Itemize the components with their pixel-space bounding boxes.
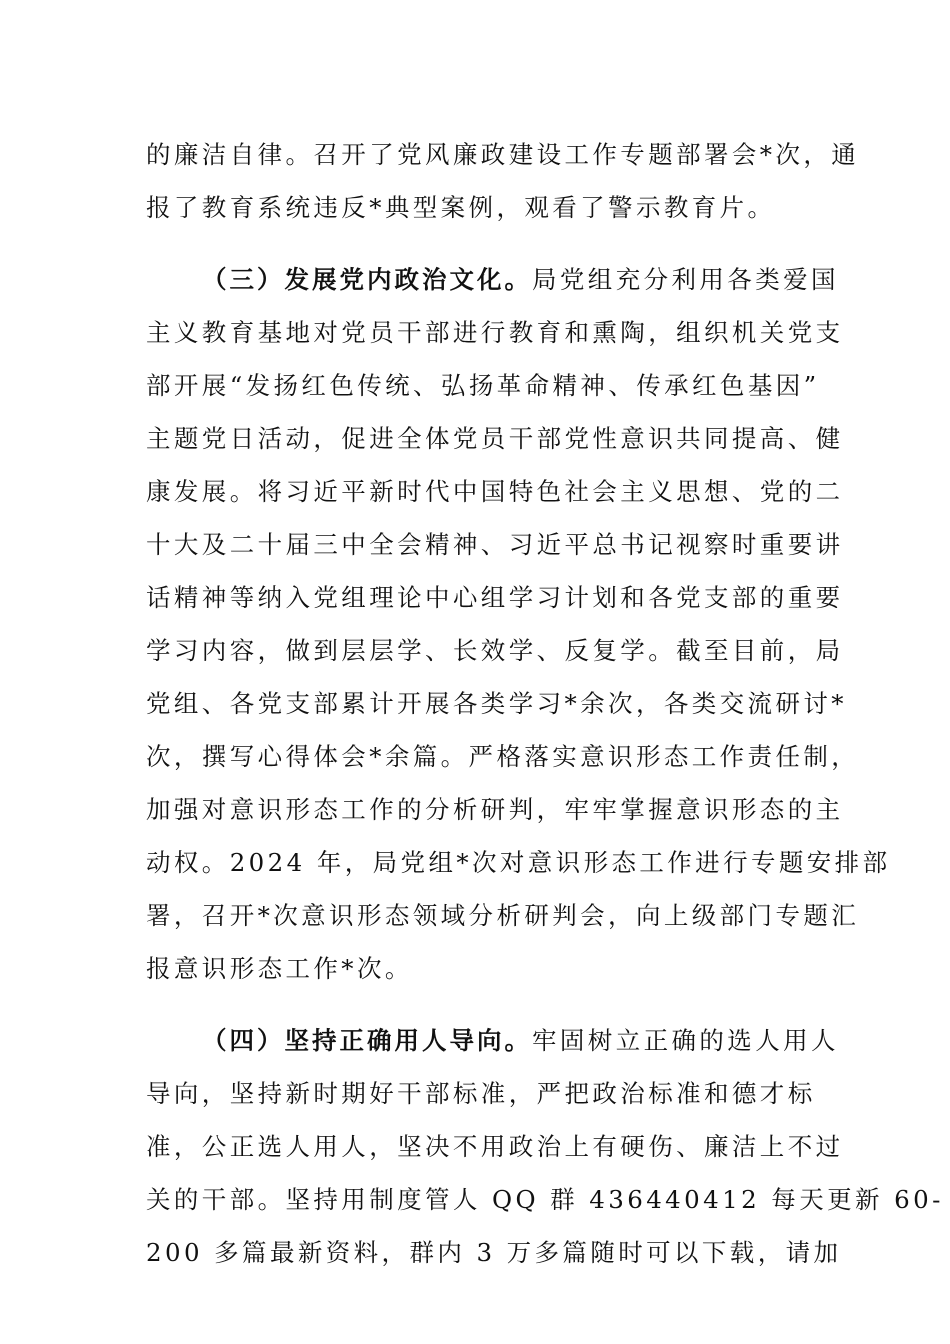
text-line: 的廉洁自律。召开了党风廉政建设工作专题部署会*次，通 <box>146 140 860 169</box>
text-line: 导向，坚持新时期好干部标准，严把政治标准和德才标 <box>146 1079 816 1108</box>
document-body <box>146 128 944 1279</box>
text-line: 学习内容，做到层层学、长效学、反复学。截至目前，局 <box>146 636 844 665</box>
paragraph-first-line <box>146 253 839 306</box>
text-line: 康发展。将习近平新时代中国特色社会主义思想、党的二 <box>146 477 844 506</box>
text-line: 话精神等纳入党组理论中心组学习计划和各党支部的重要 <box>146 583 844 612</box>
text-line: 报了教育系统违反*典型案例，观看了警示教育片。 <box>146 193 776 222</box>
paragraph-first-line <box>146 1014 839 1067</box>
text-line: 加强对意识形态工作的分析研判，牢牢掌握意识形态的主 <box>146 795 844 824</box>
section-heading: （四）坚持正确用人导向。 <box>202 1026 532 1055</box>
text-run: 牢固树立正确的选人用人 <box>532 1026 839 1055</box>
text-line: 主题党日活动，促进全体党员干部党性意识共同提高、健 <box>146 424 844 453</box>
text-line: 报意识形态工作*次。 <box>146 954 413 983</box>
text-run: 局党组充分利用各类爱国 <box>532 265 839 294</box>
section-heading: （三）发展党内政治文化。 <box>202 265 532 294</box>
text-line: 党组、各党支部累计开展各类学习*余次，各类交流研讨* <box>146 689 847 718</box>
text-line: 次，撰写心得体会*余篇。严格落实意识形态工作责任制， <box>146 742 860 771</box>
text-line: 部开展“发扬红色传统、弘扬革命精神、传承红色基因” <box>146 371 820 400</box>
text-line: 动权。2024 年，局党组*次对意识形态工作进行专题安排部 <box>146 848 891 877</box>
text-line: 署，召开*次意识形态领域分析研判会，向上级部门专题汇 <box>146 901 860 930</box>
text-line: 准，公正选人用人，坚决不用政治上有硬伤、廉洁上不过 <box>146 1132 844 1161</box>
text-line: 主义教育基地对党员干部进行教育和熏陶，组织机关党支 <box>146 318 844 347</box>
paragraph-personnel-orientation <box>146 1014 944 1279</box>
text-line: 关的干部。坚持用制度管人 QQ 群 436440412 每天更新 60- <box>146 1185 944 1214</box>
paragraph-continuation <box>146 128 860 234</box>
paragraph-political-culture <box>146 253 891 995</box>
text-line: 200 多篇最新资料，群内 3 万多篇随时可以下载，请加 <box>146 1238 842 1267</box>
text-line: 十大及二十届三中全会精神、习近平总书记视察时重要讲 <box>146 530 844 559</box>
